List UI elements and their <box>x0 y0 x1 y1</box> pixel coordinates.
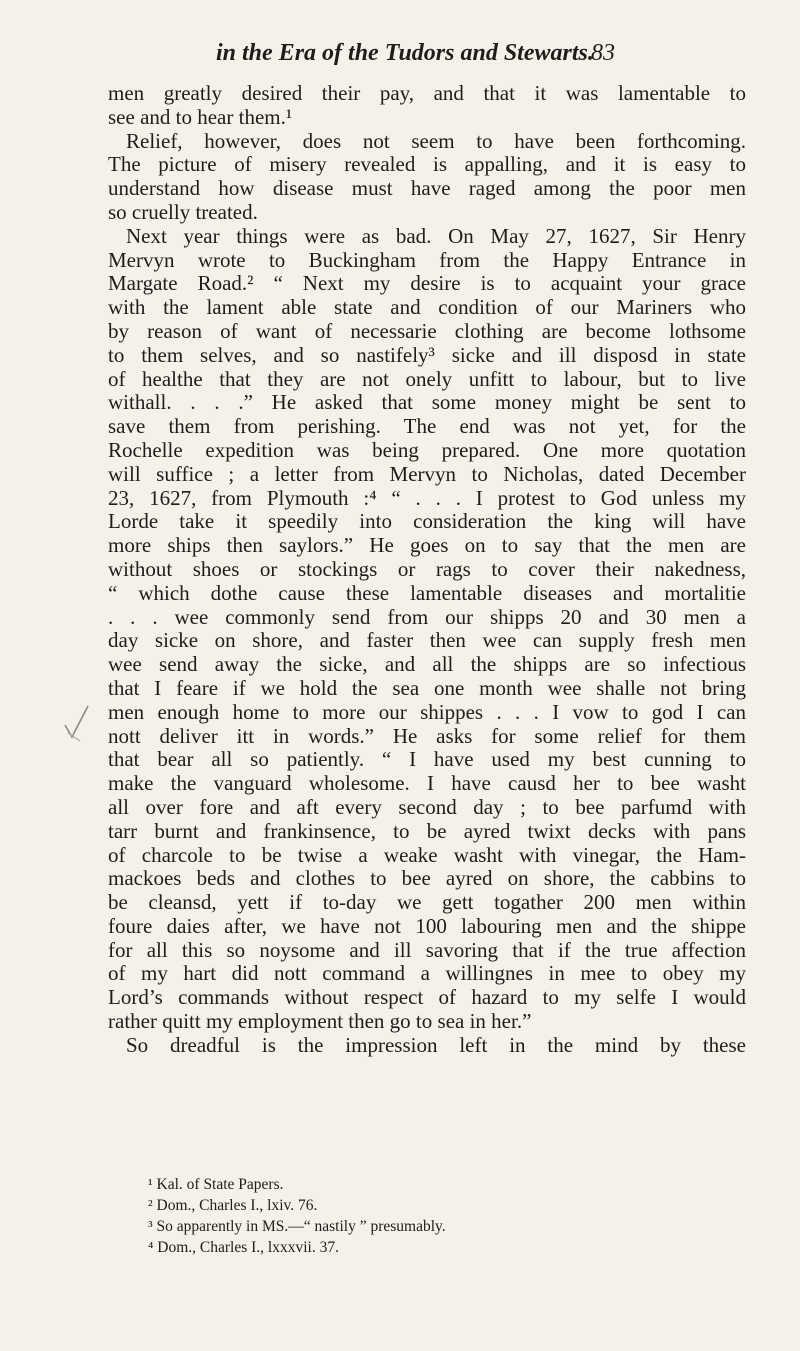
text-line: save them from perishing. The end was not yet, for the <box>108 414 746 439</box>
text-line: tarr burnt and frankinsence, to be ayred twixt decks with pans <box>108 818 746 843</box>
footnote: ² Dom., Charles I., lxiv. 76. <box>148 1197 318 1214</box>
footnote: ¹ Kal. of State Papers. <box>148 1176 284 1193</box>
text-line: wee send away the sicke, and all the shipps are so infectious <box>108 652 746 677</box>
footnotes <box>148 1174 708 1258</box>
text-line: . . . wee commonly send from our shipps 20 and 30 men a <box>108 604 746 629</box>
text-line: mackoes beds and clothes to bee ayred on shore, the cabbins to <box>108 866 746 891</box>
text-line: day sicke on shore, and faster then wee can supply fresh men <box>108 628 746 653</box>
text-line: that bear all so patiently. “ I have used my best cunning to <box>108 747 746 772</box>
text-line: by reason of want of necessarie clothing are become lothsome <box>108 318 746 343</box>
text-line: withall. . . .” He asked that some money might be sent to <box>108 390 746 415</box>
text-line: foure daies after, we have not 100 labouring men and the shippe <box>108 913 746 938</box>
page-number: 83 <box>591 40 615 66</box>
text-line: Margate Road.² “ Next my desire is to acquaint your grace <box>108 271 746 296</box>
text-line: make the vanguard wholesome. I have causd her to bee washt <box>108 771 746 796</box>
body-text <box>108 82 746 1058</box>
text-line: understand how disease must have raged among the poor men <box>108 176 746 201</box>
text-line: of healthe that they are not onely unfitt to labour, but to live <box>108 366 746 391</box>
footnote: ³ So apparently in MS.—“ nastily ” presumably. <box>148 1218 446 1235</box>
text-line: men enough home to more our shippes . . . I vow to god I can <box>108 699 746 724</box>
text-line: “ which dothe cause these lamentable diseases and mortalitie <box>108 580 746 605</box>
text-line: see and to hear them.¹ <box>108 104 293 129</box>
running-title: in the Era of the Tudors and Stewarts. <box>216 40 594 66</box>
text-line: of charcole to be twise a weake washt with vinegar, the Ham- <box>108 842 746 867</box>
text-line: all over fore and aft every second day ; to bee parfumd with <box>108 794 746 819</box>
text-line: Lorde take it speedily into consideration the king will have <box>108 509 746 534</box>
text-line: for all this so noysome and ill savoring that if the true affection <box>108 937 746 962</box>
text-line: of my hart did nott command a willingnes in mee to obey my <box>108 961 746 986</box>
text-line: men greatly desired their pay, and that it was lamentable to <box>108 81 746 105</box>
text-line: nott deliver itt in words.” He asks for some relief for them <box>108 723 746 748</box>
text-line: Lord’s commands without respect of hazard to my selfe I would <box>108 985 746 1010</box>
text-line: 23, 1627, from Plymouth :⁴ “ . . . I protest to God unless my <box>108 485 746 510</box>
text-line: so cruelly treated. <box>108 199 258 224</box>
text-line: So dreadful is the impression left in the mind by these <box>126 1032 746 1057</box>
pencil-check-mark-icon <box>62 703 90 743</box>
text-line: will suffice ; a letter from Mervyn to Nicholas, dated December <box>108 461 746 486</box>
text-line: Mervyn wrote to Buckingham from the Happy Entrance in <box>108 247 746 272</box>
text-line: The picture of misery revealed is appalling, and it is easy to <box>108 152 746 177</box>
text-line: be cleansd, yett if to-day we gett togather 200 men within <box>108 890 746 915</box>
text-line: to them selves, and so nastifely³ sicke and ill disposd in state <box>108 342 746 367</box>
text-line: that I feare if we hold the sea one month wee shalle not bring <box>108 675 746 700</box>
footnote: ⁴ Dom., Charles I., lxxxvii. 37. <box>148 1239 339 1256</box>
text-line: rather quitt my employment then go to sea in her.” <box>108 1009 532 1034</box>
text-line: Relief, however, does not seem to have been forthcoming. <box>126 128 746 153</box>
text-line: with the lament able state and condition of our Mariners who <box>108 295 746 320</box>
text-line: more ships then saylors.” He goes on to say that the men are <box>108 533 746 558</box>
text-line: Next year things were as bad. On May 27, 1627, Sir Henry <box>126 223 746 248</box>
text-line: Rochelle expedition was being prepared. One more quotation <box>108 437 746 462</box>
text-line: without shoes or stockings or rags to cover their nakedness, <box>108 556 746 581</box>
